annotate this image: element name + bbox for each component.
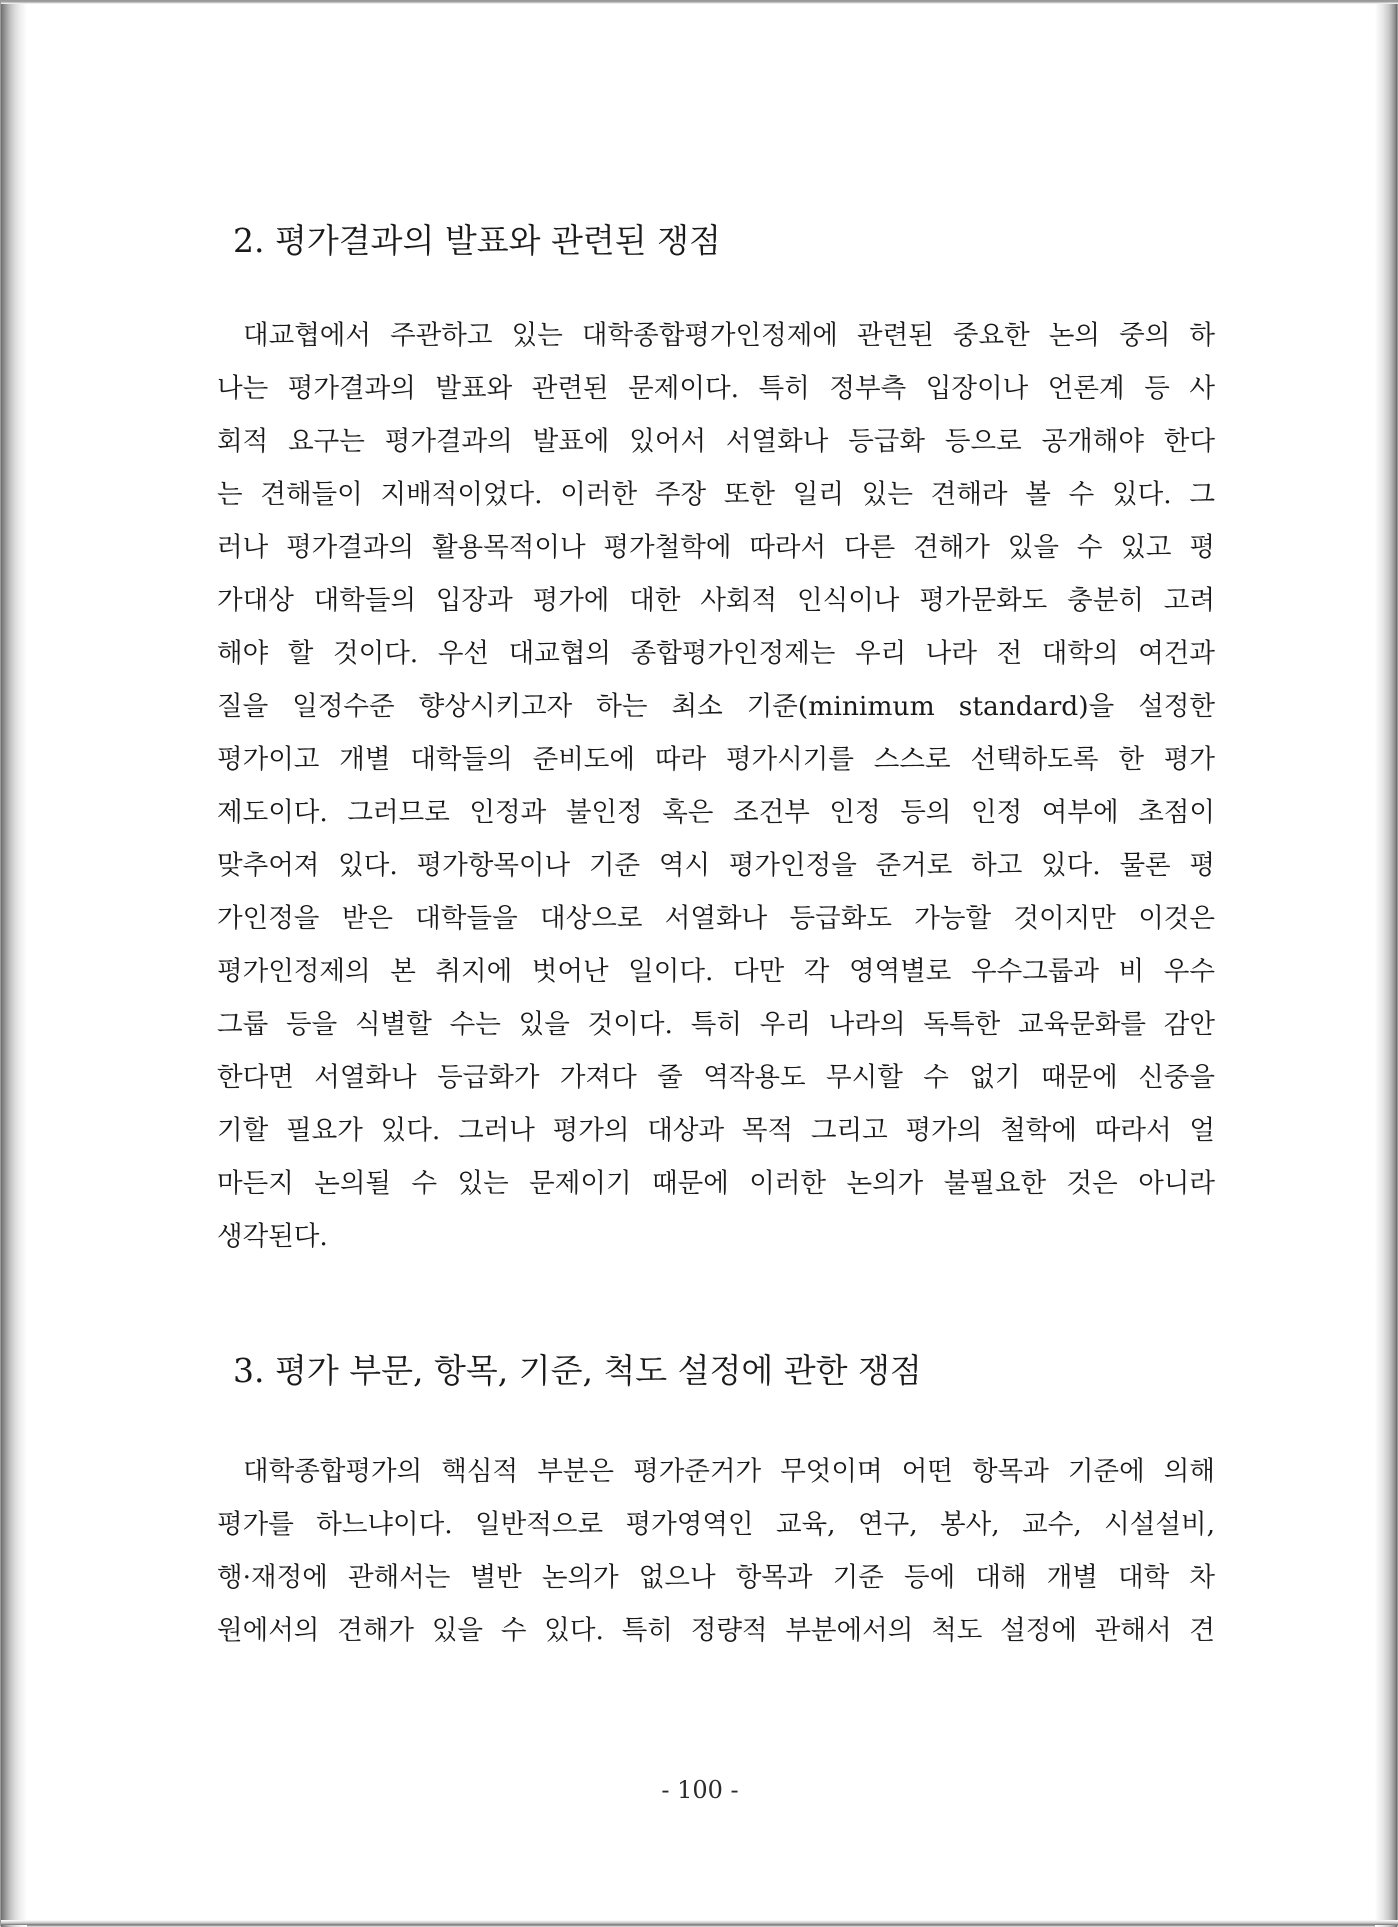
- paragraph-line: 평가인정제의 본 취지에 벗어난 일이다. 다만 각 영역별로 우수그룹과 비 우수: [217, 956, 1215, 987]
- page-left-shadow: [1, 1, 27, 1927]
- page-top-edge: [1, 1, 1398, 4]
- paragraph-line: 평가를 하느냐이다. 일반적으로 평가영역인 교육, 연구, 봉사, 교수, 시설설비,: [217, 1509, 1215, 1540]
- paragraph-line: 기할 필요가 있다. 그러나 평가의 대상과 목적 그리고 평가의 철학에 따라서 얼: [217, 1115, 1215, 1146]
- paragraph-line: 제도이다. 그러므로 인정과 불인정 혹은 조건부 인정 등의 인정 여부에 초점이: [217, 797, 1215, 828]
- paragraph-line: 나는 평가결과의 발표와 관련된 문제이다. 특히 정부측 입장이나 언론계 등 사: [217, 373, 1215, 404]
- section-2-paragraph: [217, 309, 1215, 1263]
- paragraph-line: 러나 평가결과의 활용목적이나 평가철학에 따라서 다른 견해가 있을 수 있고 평: [217, 532, 1215, 563]
- paragraph-line: 대교협에서 주관하고 있는 대학종합평가인정제에 관련된 중요한 논의 중의 하: [243, 320, 1215, 351]
- paragraph-line: 가인정을 받은 대학들을 대상으로 서열화나 등급화도 가능할 것이지만 이것은: [217, 903, 1215, 934]
- paragraph-line: 회적 요구는 평가결과의 발표에 있어서 서열화나 등급화 등으로 공개해야 한다: [217, 426, 1215, 457]
- page-number: - 100 -: [661, 1776, 739, 1804]
- paragraph-line: 행·재정에 관해서는 별반 논의가 없으나 항목과 기준 등에 대해 개별 대학 차: [217, 1562, 1215, 1593]
- page-right-shadow: [1375, 1, 1397, 1927]
- paragraph-line: 평가이고 개별 대학들의 준비도에 따라 평가시기를 스스로 선택하도록 한 평가: [217, 744, 1215, 775]
- section-2-heading: 2. 평가결과의 발표와 관련된 쟁점: [233, 221, 721, 260]
- section-3-paragraph: [217, 1445, 1215, 1657]
- section-3-heading: 3. 평가 부문, 항목, 기준, 척도 설정에 관한 쟁점: [233, 1351, 922, 1390]
- paragraph-line: 한다면 서열화나 등급화가 가져다 줄 역작용도 무시할 수 없기 때문에 신중을: [217, 1062, 1215, 1093]
- paragraph-line: 맞추어져 있다. 평가항목이나 기준 역시 평가인정을 준거로 하고 있다. 물론 평: [217, 850, 1215, 881]
- paragraph-line: 질을 일정수준 향상시키고자 하는 최소 기준(minimum standard)을 설정한: [217, 691, 1215, 722]
- paragraph-line: 그룹 등을 식별할 수는 있을 것이다. 특히 우리 나라의 독특한 교육문화를 감안: [217, 1009, 1215, 1040]
- paragraph-line: 대학종합평가의 핵심적 부분은 평가준거가 무엇이며 어떤 항목과 기준에 의해: [243, 1456, 1215, 1487]
- paragraph-line: 는 견해들이 지배적이었다. 이러한 주장 또한 일리 있는 견해라 볼 수 있다. 그: [217, 479, 1215, 510]
- paragraph-line: 원에서의 견해가 있을 수 있다. 특히 정량적 부분에서의 척도 설정에 관해서 견: [217, 1615, 1215, 1646]
- paragraph-line: 마든지 논의될 수 있는 문제이기 때문에 이러한 논의가 불필요한 것은 아니라: [217, 1168, 1215, 1199]
- paragraph-line: 해야 할 것이다. 우선 대교협의 종합평가인정제는 우리 나라 전 대학의 여건과: [217, 638, 1215, 669]
- paragraph-line: 생각된다.: [217, 1221, 328, 1252]
- page-bottom-edge: [1, 1920, 1398, 1925]
- paragraph-line: 가대상 대학들의 입장과 평가에 대한 사회적 인식이나 평가문화도 충분히 고려: [217, 585, 1215, 616]
